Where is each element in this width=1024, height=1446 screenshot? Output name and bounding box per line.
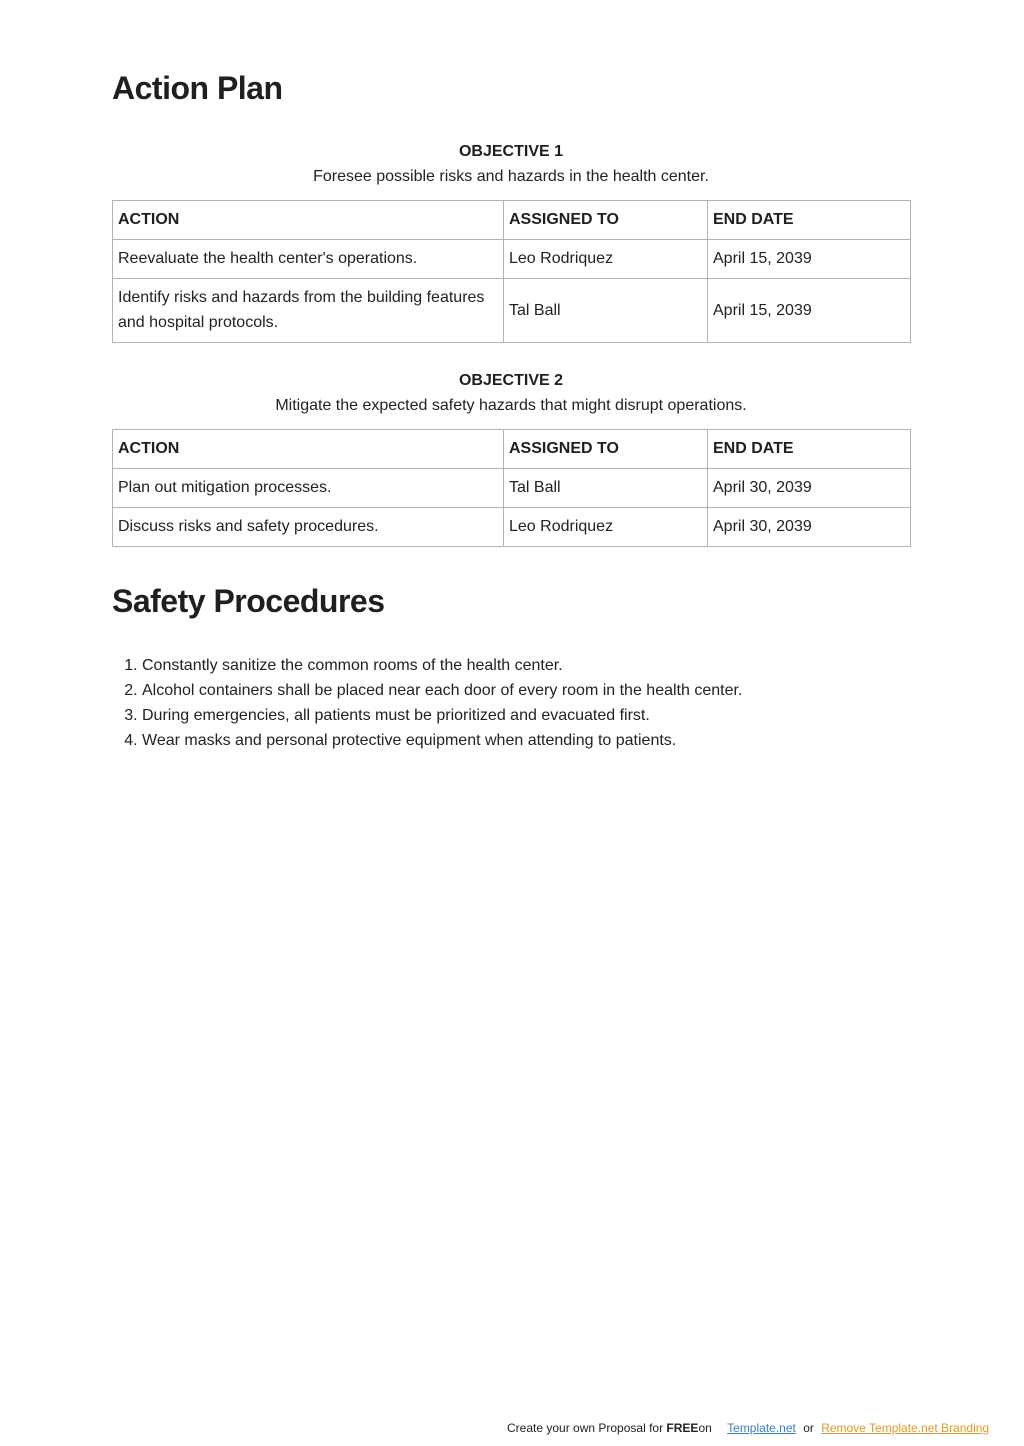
column-header-end-date: END DATE (708, 430, 911, 469)
cell-action: Discuss risks and safety procedures. (113, 508, 504, 547)
cell-assigned-to: Leo Rodriquez (504, 508, 708, 547)
cell-action: Reevaluate the health center's operations. (113, 240, 504, 279)
objective-2-description: Mitigate the expected safety hazards that might disrupt operations. (275, 397, 747, 414)
safety-procedures-title: Safety Procedures (112, 583, 385, 619)
list-item: 4. Wear masks and personal protective equipment when attending to patients. (142, 728, 742, 753)
template-net-link[interactable]: Template.net (727, 1421, 796, 1435)
list-item: 2. Alcohol containers shall be placed near each door of every room in the health center. (142, 678, 742, 703)
cell-end-date: April 30, 2039 (708, 508, 911, 547)
objective-2-header (112, 371, 910, 416)
footer-free: FREE (666, 1421, 699, 1435)
action-plan-title: Action Plan (112, 70, 283, 106)
remove-branding-link[interactable]: Remove Template.net Branding (821, 1421, 990, 1435)
column-header-action: ACTION (113, 201, 504, 240)
table-header-row (113, 201, 911, 240)
cell-action: Plan out mitigation processes. (113, 469, 504, 508)
footer-separator: or (803, 1421, 814, 1435)
cell-action: Identify risks and hazards from the building features and hospital protocols. (113, 279, 504, 343)
list-item: 1. Constantly sanitize the common rooms of the health center. (142, 653, 742, 678)
footer-on: on (698, 1421, 712, 1435)
objective-1-table (112, 200, 911, 343)
cell-assigned-to: Tal Ball (504, 279, 708, 343)
column-header-assigned-to: ASSIGNED TO (504, 430, 708, 469)
cell-assigned-to: Tal Ball (504, 469, 708, 508)
cell-end-date: April 15, 2039 (708, 240, 911, 279)
objective-2-title: OBJECTIVE 2 (458, 372, 564, 389)
column-header-end-date: END DATE (708, 201, 911, 240)
table-row (113, 469, 911, 508)
branding-footer (507, 1420, 989, 1436)
table-header-row (113, 430, 911, 469)
table-row (113, 508, 911, 547)
cell-assigned-to: Leo Rodriquez (504, 240, 708, 279)
footer-prefix: Create your own Proposal for (507, 1421, 664, 1435)
objective-1-title: OBJECTIVE 1 (458, 143, 564, 160)
column-header-action: ACTION (113, 430, 504, 469)
cell-end-date: April 30, 2039 (708, 469, 911, 508)
objective-2-table (112, 429, 911, 547)
column-header-assigned-to: ASSIGNED TO (504, 201, 708, 240)
list-item: 3. During emergencies, all patients must be prioritized and evacuated first. (142, 703, 742, 728)
cell-end-date: April 15, 2039 (708, 279, 911, 343)
safety-procedures-list (112, 653, 742, 753)
table-row (113, 240, 911, 279)
objective-1-description: Foresee possible risks and hazards in the health center. (313, 168, 709, 185)
objective-1-header (112, 142, 910, 187)
table-row (113, 279, 911, 343)
